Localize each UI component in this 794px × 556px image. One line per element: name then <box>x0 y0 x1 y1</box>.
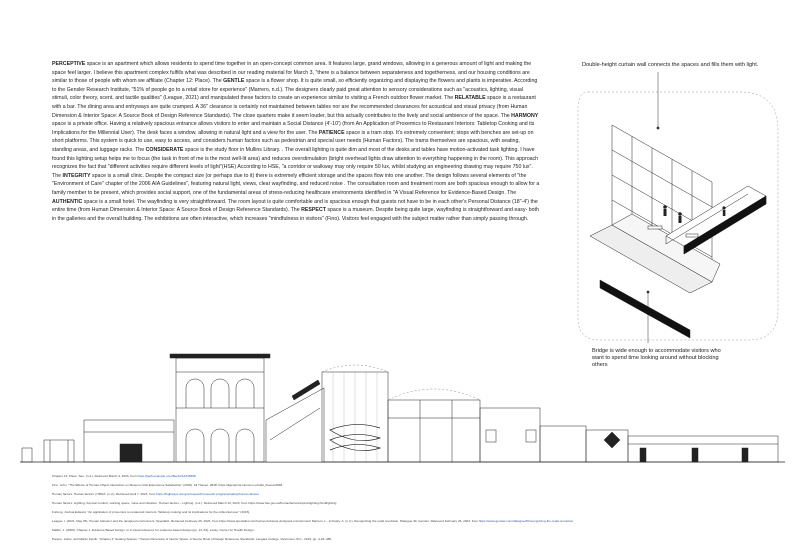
building-section <box>20 354 785 462</box>
essay-keyword: PERCEPTIVE <box>52 61 86 67</box>
reference-item: League, I. (2021, May 25). Human behavior and the designed environment. Specialist. Retrieved February 26, 2023, from https://www.specialist.com/human-behavior-designed-environment/ Marrero, L., & Dosky, A. (n.d.). Recognizing the retail revolution. Dialogue 30. Gensler. Retrieved February 26, 2023, from https://www.gensler.com/dialogue/30/recognizing-the-retail-revolution <box>52 519 574 523</box>
essay-keyword: RELATABLE <box>454 95 486 102</box>
stair-wall <box>266 380 324 462</box>
essay-keyword: RESPECT <box>301 207 326 214</box>
essay-paragraph: PERCEPTIVE space is an apartment which allows residents to spend time together in an open-concept common area. It features large, grand windows, allowing in a generous amount of light and making the space feel larger. I believe this apartment complex fulfills what was described in our reading material for March 3, "there is a balance between separateness and togetherness, and our housing conditions are similar to those of people with whom we affiliate (Chapter 12: Place). The GENTLE space is a flower shop. It is quite small, so efficiently organizing and displaying the flowers and plants is imperative. According to the Gensler Research Institute, "51% of people go to a retail store for experience" (Marrero, n.d.). The designers clearly paid great attention to sensory considerations such as "acoustics, lighting, visual stimuli, color theory, scent, and tactile qualities" (League, 2021) and manipulated these factors to create an experience similar to visiting a French outdoor flower market. The RELATABLE space is a restaurant with a bar. The dining area and entryways are quite cramped. A 36" clearance is certainly not maintained between tables nor are the recommended clearances for acoustical and visual privacy (from Human Dimension & Interior Space: A Source Book of Design Reference Standards). The close quarters make it seem louder, but this actually contributes to the lively and social ambience of the space. The HARMONY space is a private office. Having a relatively spacious entrance allows visitors to enter and maintain a Social Distance (4'-10') (from An Application of Proxemics to Restaurant Interiors: Tabletop Cooking and its Implications for the Millennial User). The desk faces a window, allowing in natural light and a view for the user. The PATIENCE space is a tram stop. It's extremely convenient; stops with benches are set-up on short platforms. This system is quick to use, easy to access, and considers human factors such as pedestrian and special user needs (Human Factors). The trams themselves are spacious, with seating, standing areas, and luggage racks. The CONSIDERATE space is the study floor in Mullins Library. . The overall lighting is quite dim and most of the desks and tables have motion-activated task lighting. I have found this lighting setup helps me to focus (the task in front of me is the most well-lit area) and reduces overstimulation (bright overhead lights draw attention to everything happening in the room). This approach recognizes the fact that "different activities require different levels of light"(HSE) According to HSE, "a corridor or walkway may only require 50 lux, whilst studying an engineering drawing may require 750 lux". The INTEGRITY space is a small clinic. Despite the compact size (or perhaps due to it) there is extremely efficient storage and the spaces flow into one another. The design follows several elements of "the "Environment of Care" chapter of the 2006 AIA Guidelines", featuring natural light, views, clear wayfinding, and reduced noise . The consultation room and treatment room are both spacious enough to allow for a family member to be present, which provides social support, one of the fundamental areas of stress-reducing healthcare environments identified in "A Visual Reference for Evidence-Based Design. The AUTHENTIC space is a small hotel. The wayfinding is very straightforward. The room layout is quite comfortable and is spacious enough that guests not have to be in each other's Personal Distance (18"-4') the entire time (from Human Dimension & Interior Space: A Source Book of Design Reference Standards). The RESPECT space is a museum. Despite being quite large, wayfinding is straightforward and easy- both in the galleries and the overall building. The exhibitions are often interactive, which increases "mindfulness in visitors" (Fino). Visitors feel engaged with the subject matter rather than simply passing through. <box>52 61 540 222</box>
essay-keyword: CONSIDERATE <box>145 146 184 153</box>
essay-keyword: HARMONY <box>511 112 539 119</box>
reference-item: Furlong, Joshua Edward. "An application of proxemics to restaurant interiors: Tabletop cooking and its implications for the millennial user" (2015). <box>52 510 251 514</box>
east-tower <box>480 408 540 462</box>
essay-keyword: GENTLE <box>223 78 245 85</box>
west-wing <box>84 420 174 462</box>
bridge-callout: Bridge is wide enough to accommodate visitors who want to spend time looking around without blocking others <box>592 348 721 369</box>
reference-link[interactable]: https://highways.dot.gov/research/research-programs/safety/human-factors <box>156 492 259 496</box>
reference-item: Human factors: Lighting, thermal comfort, working space, noise and vibration. Human factors – Lighting. (n.d.). Retrieved March 10, 2023, from https://www.hse.gov.uk/humanfactors/topics/lighting.htm#lighting <box>52 501 337 505</box>
essay-keyword: AUTHENTIC <box>52 198 83 205</box>
central-galleries <box>388 389 480 462</box>
entrance-pavilion <box>22 440 74 462</box>
curtain-wall-callout: Double-height curtain wall connects the spaces and fills them with light. <box>582 62 759 68</box>
reference-item: Panero, Julius, and Martin Zelnik. "Chapter 4: Seating Spaces." Human Dimension & Interior Space: A Source Book of Design Reference Standards, Langara College, Vancouver, B.C., 2019, pp. 4-23–488. <box>52 537 332 541</box>
reference-item: Chapter 12: Place. See. (n.d.). Retrieved March 3, 2023, from https://path.example.com/file/12/12345698 <box>52 474 196 478</box>
axonometric-drawing <box>578 92 778 340</box>
reference-link[interactable]: https://www.gensler.com/dialogue/30/recognizing-the-retail-revolution <box>478 519 574 523</box>
reference-item: Malkin, J. (2008). Chapter 1. Evidence Based Design. In A visual reference for evidence-based design (pp. 13–33). essay, Center for Health Design. <box>52 528 255 532</box>
reference-link[interactable]: https://path.example.com/file/12/12345698 <box>137 474 196 478</box>
east-galleries <box>540 426 778 462</box>
glass-atrium <box>322 365 388 462</box>
reference-item: Fino, John. "The Effects of Human-Object Interaction on Museum Visit Experience Satisfaction" (2018). All Theses. 2848. https://tigerprints.clemson.edu/all_theses/2848 <box>52 483 283 487</box>
essay-keyword: PATIENCE <box>318 129 345 136</box>
arched-hall <box>170 354 270 462</box>
essay-keyword: INTEGRITY <box>62 172 91 179</box>
reference-item: Human factors. Human factors | HMSA. (n.d.). Retrieved April 7, 2023, from https://highways.dot.gov/research/research-programs/safety/human-factors <box>52 492 259 496</box>
